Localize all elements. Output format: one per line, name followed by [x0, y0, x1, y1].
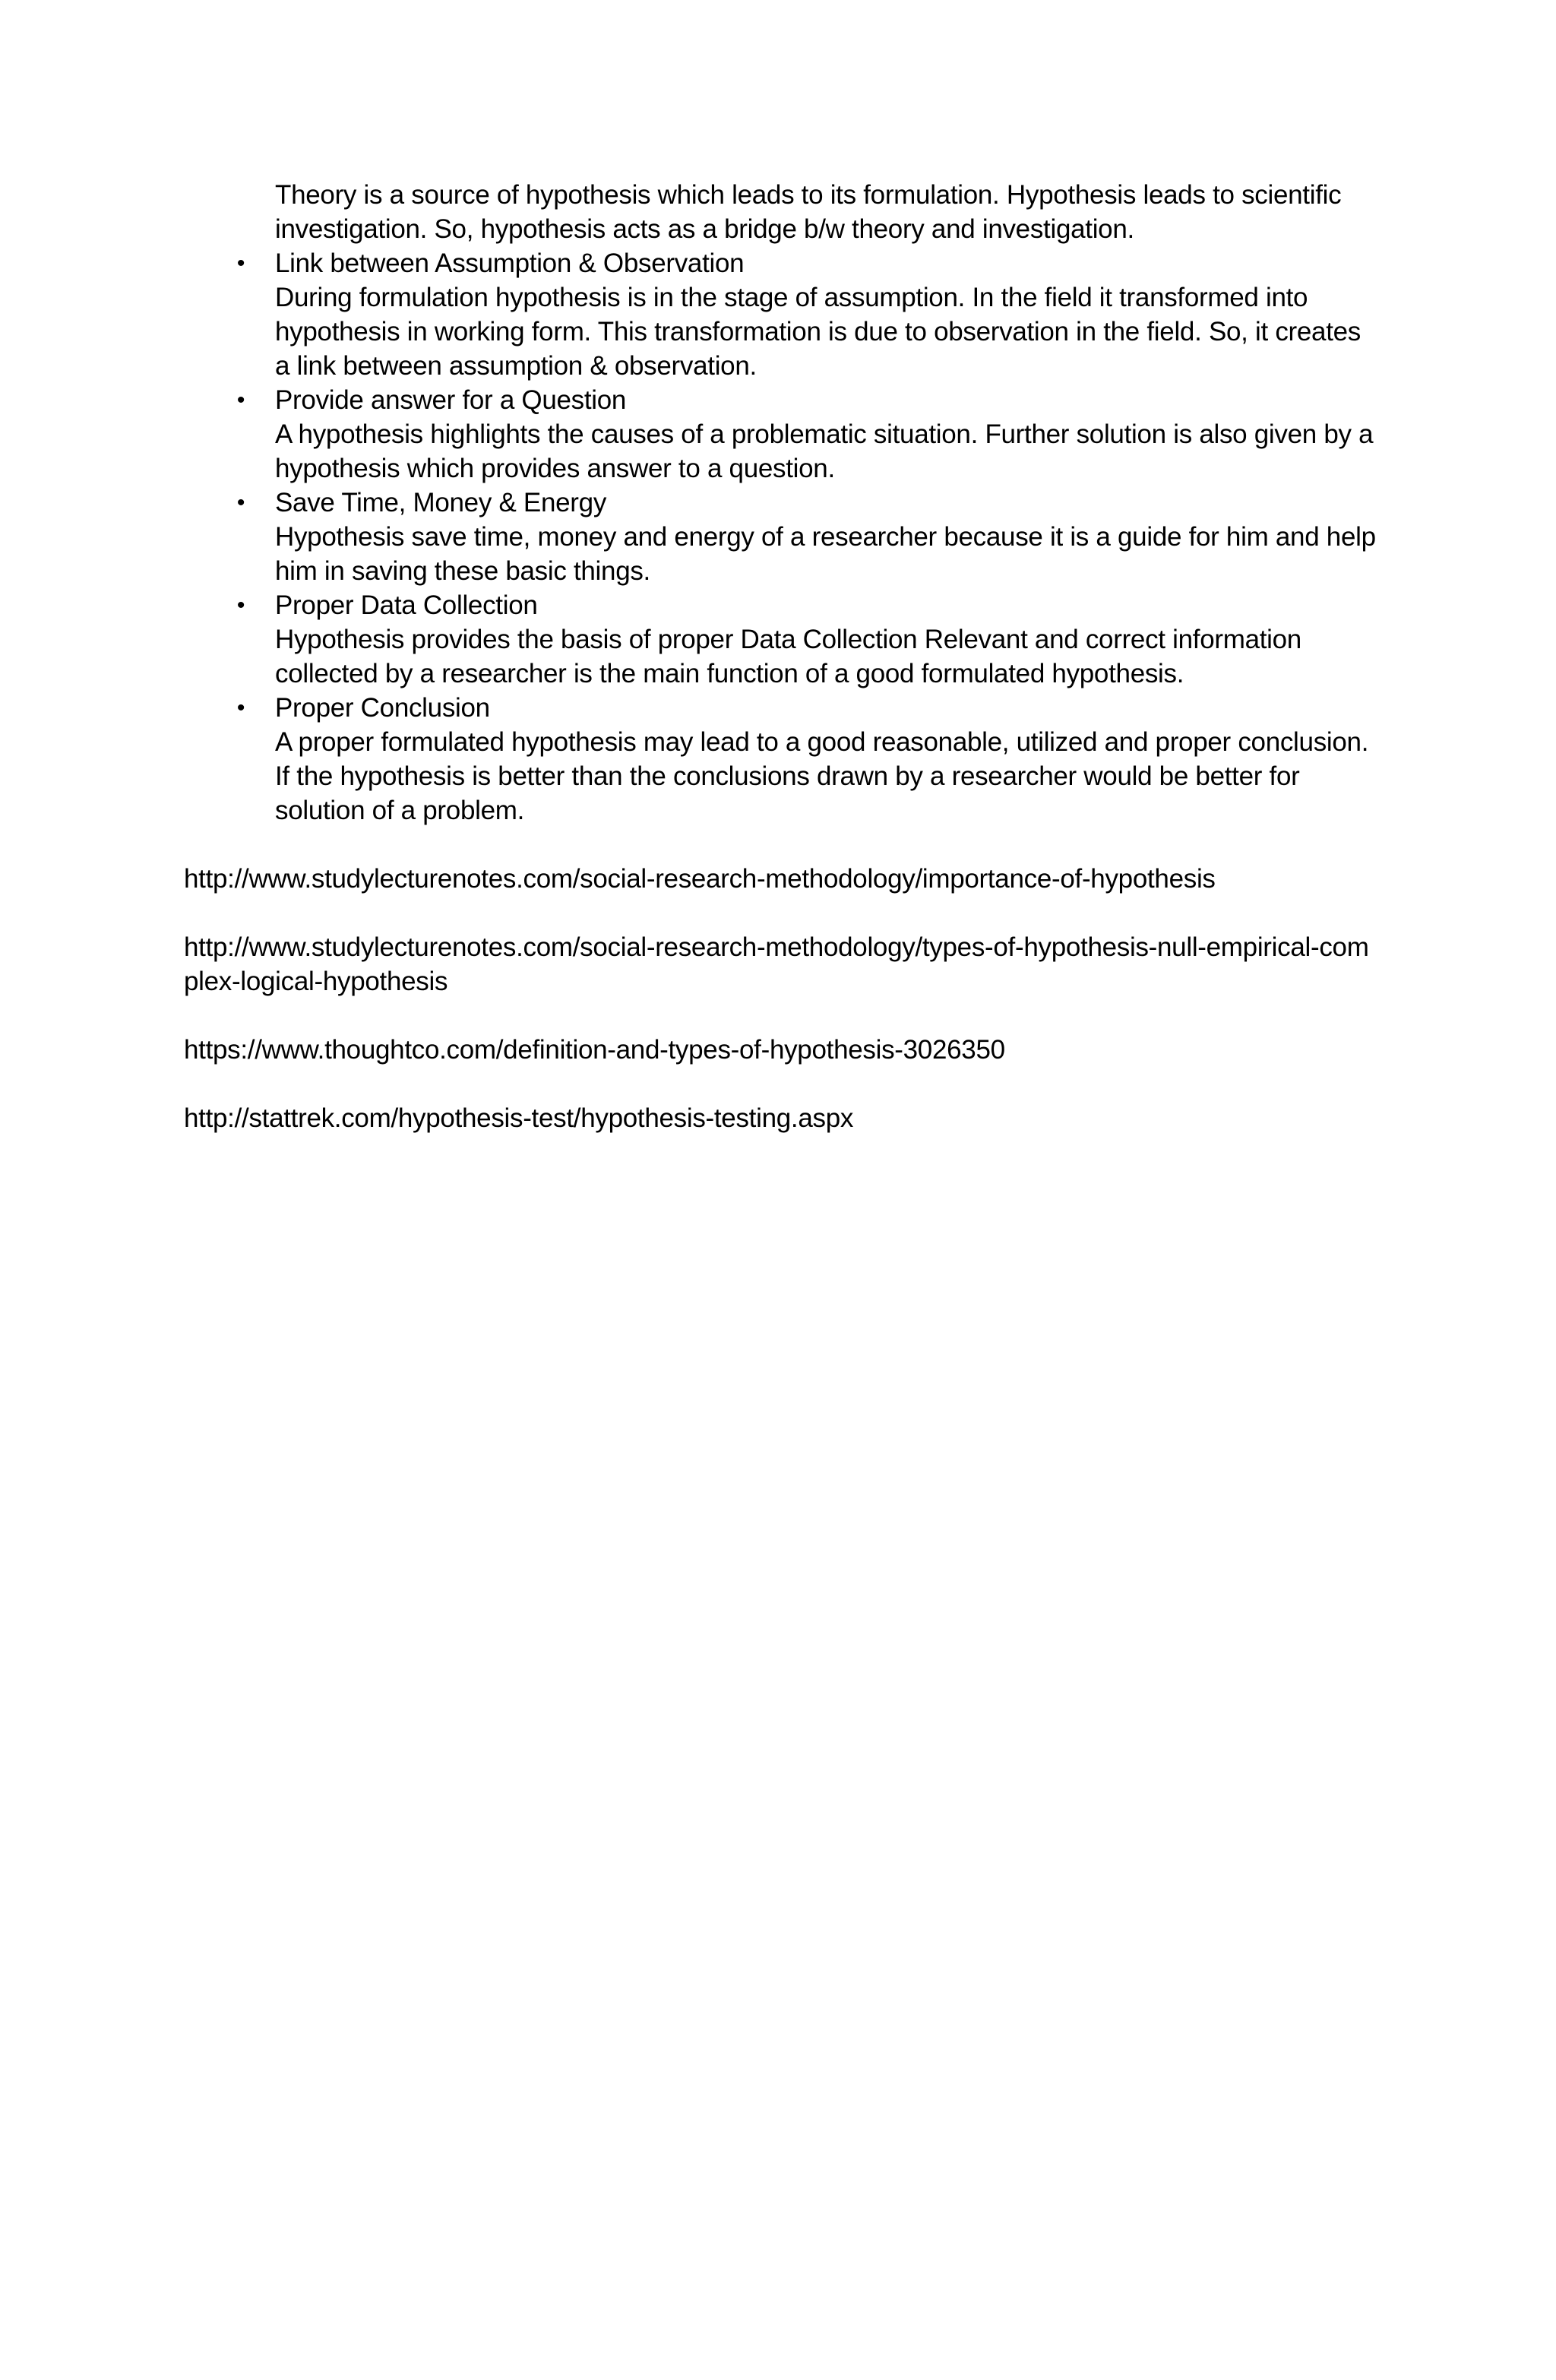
intro-paragraph: Theory is a source of hypothesis which leads to its formulation. Hypothesis leads to scientific investigation. So, hypothesis acts as a bridge b/w theory and investigation. — [275, 180, 1342, 244]
reference-link[interactable]: http://stattrek.com/hypothesis-test/hypothesis-testing.aspx — [184, 1103, 854, 1133]
bullet-body: During formulation hypothesis is in the stage of assumption. In the field it transformed into hypothesis in working form. This transformation is due to observation in the field. So, it creates a link between assumption & observation. — [275, 283, 1361, 381]
bullet-body: Hypothesis provides the basis of proper Data Collection Relevant and correct information collected by a researcher is the main function of a good formulated hypothesis. — [275, 625, 1301, 688]
list-item — [184, 588, 1377, 691]
reference-link[interactable]: http://www.studylecturenotes.com/social-research-methodology/types-of-hypothesis-null-empirical-complex-logical-hypothesis — [184, 932, 1369, 996]
bullet-body: Hypothesis save time, money and energy of a researcher because it is a guide for him and help him in saving these basic things. — [275, 522, 1376, 586]
bullet-title: Proper Data Collection — [275, 590, 538, 620]
bullet-icon: • — [236, 695, 245, 720]
bullet-icon: • — [236, 490, 245, 515]
list-item — [184, 383, 1377, 486]
list-item — [184, 246, 1377, 383]
references-section — [184, 862, 1369, 1135]
bullet-title: Proper Conclusion — [275, 693, 490, 723]
document-content — [184, 178, 1384, 1169]
bullet-icon: • — [236, 251, 245, 276]
bullet-icon: • — [236, 593, 245, 618]
bullet-body: A proper formulated hypothesis may lead to a good reasonable, utilized and proper conclusion. If the hypothesis is better than the conclusions drawn by a researcher would be better for solution of a problem. — [275, 727, 1369, 825]
bullet-body: A hypothesis highlights the causes of a problematic situation. Further solution is also given by a hypothesis which provides answer to a question. — [275, 419, 1374, 483]
list-item — [184, 486, 1377, 588]
reference-link[interactable]: http://www.studylecturenotes.com/social-research-methodology/importance-of-hypothesis — [184, 864, 1216, 894]
bullet-title: Link between Assumption & Observation — [275, 248, 745, 278]
bullet-title: Provide answer for a Question — [275, 385, 627, 415]
bullet-title: Save Time, Money & Energy — [275, 488, 607, 517]
bullet-list — [184, 246, 1384, 828]
reference-link[interactable]: https://www.thoughtco.com/definition-and-types-of-hypothesis-3026350 — [184, 1035, 1005, 1065]
list-item — [184, 691, 1377, 828]
bullet-icon: • — [236, 388, 245, 413]
